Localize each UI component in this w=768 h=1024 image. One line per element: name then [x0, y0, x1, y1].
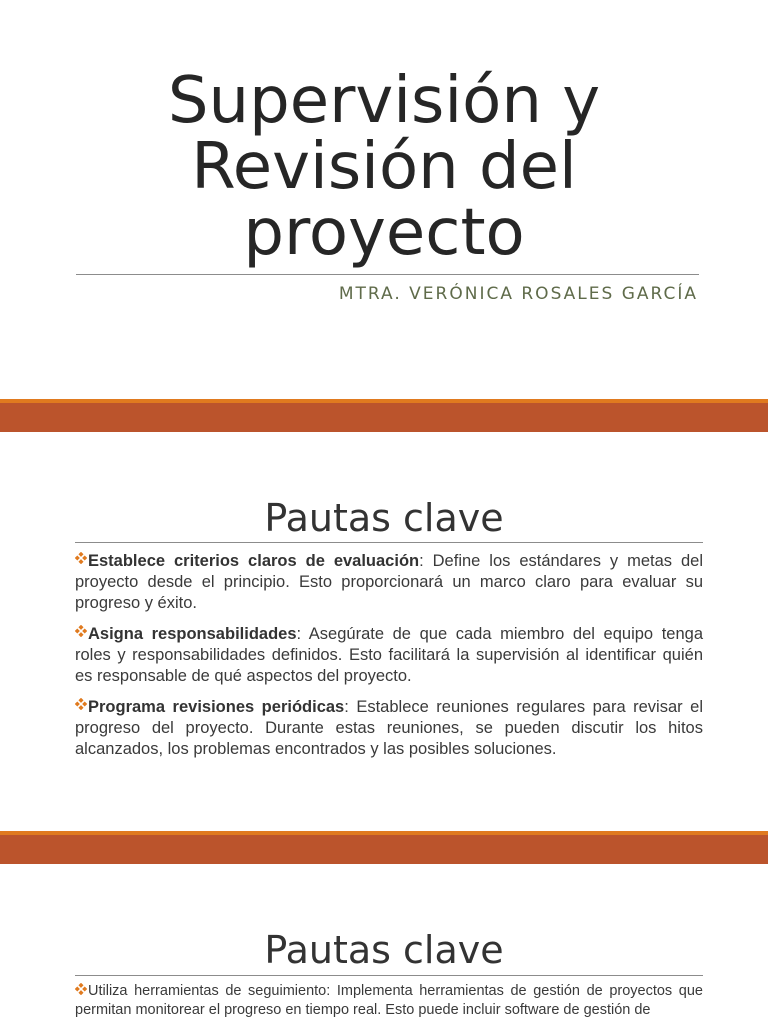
bullet-item: [75, 551, 703, 614]
diamond-bullet-icon: [75, 983, 87, 995]
heading-divider: [75, 542, 703, 543]
bullet-text: : Establece reuniones regulares para revisar el progreso del proyecto. Durante estas reuniones, se pueden discutir los hitos alcanzados, los problemas encontrados y las posibles soluciones.: [75, 698, 703, 758]
bullet-text: Utiliza herramientas de seguimiento: Implementa herramientas de gestión de proyectos que permitan monitorear el progreso en tiempo real. Esto puede incluir software de gestión de: [75, 983, 703, 1018]
slide-heading: Pautas clave: [264, 928, 504, 972]
title-line-1: Supervisión y: [167, 64, 601, 138]
bullet-text: : Asegúrate de que cada miembro del equipo tenga roles y responsabilidades definidos. Esto facilitará la supervisión al identificar quién es responsable de qué aspectos del proyecto.: [75, 625, 704, 685]
bullet-label: Establece criterios claros de evaluación: [88, 552, 420, 570]
title-line-3: proyecto: [243, 196, 525, 270]
presentation-title: [0, 64, 768, 270]
heading-divider: [75, 975, 703, 976]
diamond-bullet-icon: [75, 552, 87, 564]
bullet-item: [75, 624, 703, 687]
bullet-item: [75, 697, 703, 760]
slide-separator-band: [0, 399, 768, 432]
slide-separator-band: [0, 831, 768, 864]
diamond-bullet-icon: [75, 698, 87, 710]
bullet-list: [75, 982, 703, 1024]
bullet-text: : Define los estándares y metas del proyecto desde el principio. Esto proporcionará un marco claro para evaluar su progreso y éxito.: [75, 552, 704, 612]
diamond-bullet-icon: [75, 625, 87, 637]
bullet-label: Asigna responsabilidades: [88, 625, 297, 643]
bullet-list: [75, 551, 703, 770]
bullet-item: [75, 982, 703, 1020]
slide-heading: Pautas clave: [264, 496, 504, 540]
presenter-name: MTRA. VERÓNICA ROSALES GARCÍA: [338, 284, 698, 304]
bullet-label: Programa revisiones periódicas: [88, 698, 345, 716]
title-line-2: Revisión del: [191, 130, 577, 204]
title-divider: [76, 274, 699, 275]
